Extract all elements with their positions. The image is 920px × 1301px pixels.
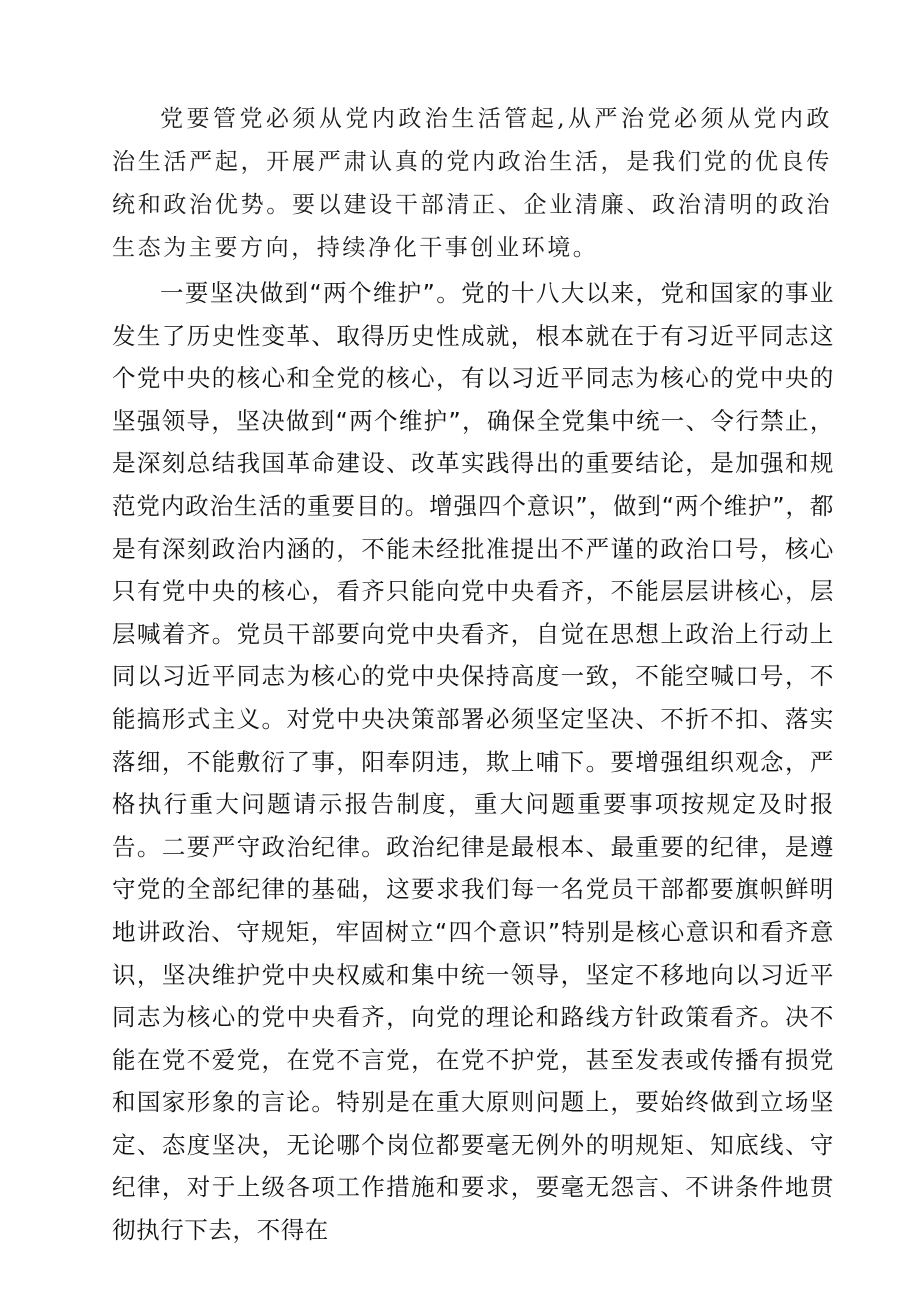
paragraph-intro: 党要管党必须从党内政治生活管起,从严治党必须从党内政治生活严起，开展严肃认真的党内政治生活，是我们党的优良传统和政治优势。要以建设干部清正、企业清廉、政治清明的政治生态为主要方向，持续净化干事创业环境。	[112, 106, 832, 261]
paragraph-two-safeguards: 一要坚决做到“两个维护”。党的十八大以来，党和国家的事业发生了历史性变革、取得历史性成就，根本就在于有习近平同志这个党中央的核心和全党的核心，有以习近平同志为核心的党中央的坚强领导，坚决做到“两个维护”，确保全党集中统一、令行禁止，是深刻总结我国革命建设、改革实践得出的重要结论，是加强和规范党内政治生活的重要目的。增强四个意识”，做到“两个维护”，都是有深刻政治内涵的，不能未经批准提出不严谨的政治口号，核心只有党中央的核心，看齐只能向党中央看齐，不能层层讲核心，层层喊着齐。党员干部要向党中央看齐，自觉在思想上政治上行动上同以习近平同志为核心的党中央保持高度一致，不能空喊口号，不能搞形式主义。对党中央决策部署必须坚定坚决、不折不扣、落实落细，不能敷衍了事，阳奉阴违，欺上哺下。要增强组织观念，严格执行重大问题请示报告制度，重大问题重要事项按规定及时报告。二要严守政治纪律。政治纪律是最根本、最重要的纪律，是遵守党的全部纪律的基础，这要求我们每一名党员干部都要旗帜鲜明地讲政治、守规矩，牢固树立“四个意识”特别是核心意识和看齐意识，坚决维护党中央权威和集中统一领导，坚定不移地向以习近平同志为核心的党中央看齐，向党的理论和路线方针政策看齐。决不能在党不爱党，在党不言党，在党不护党，甚至发表或传播有损党和国家形象的言论。特别是在重大原则问题上，要始终做到立场坚定、态度坚决，无论哪个岗位都要毫无例外的明规矩、知底线、守纪律，对于上级各项工作措施和要求，要毫无怨言、不讲条件地贯彻执行下去，不得在	[112, 279, 834, 1245]
